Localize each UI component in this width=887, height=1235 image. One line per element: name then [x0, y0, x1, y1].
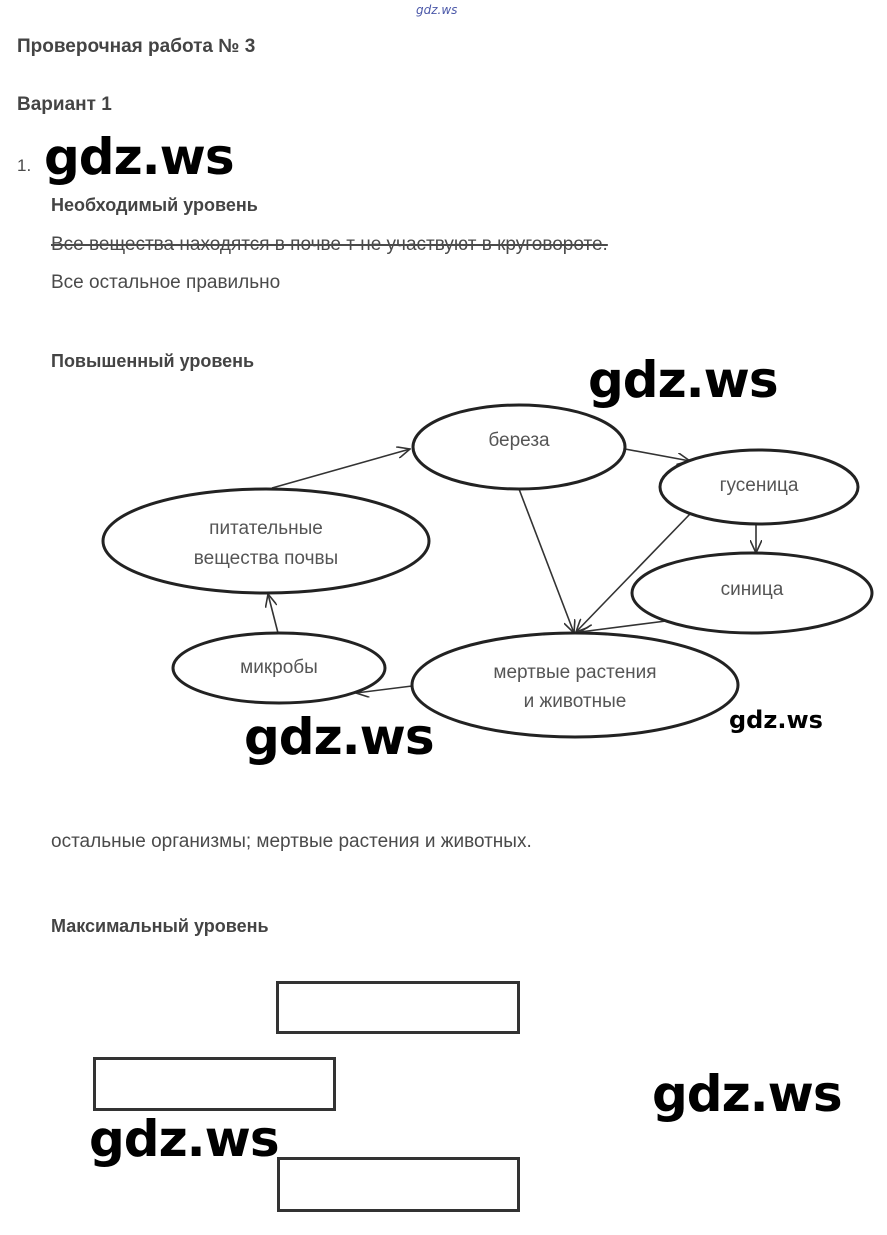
node-dead-organisms [412, 633, 738, 737]
node-soil-nutrients [103, 489, 429, 593]
watermark: gdz.ws [89, 1110, 279, 1168]
node-dead-organisms-label-1: мертвые растения [493, 662, 657, 683]
task-number: 1. [17, 156, 32, 175]
empty-answer-box-2 [93, 1057, 336, 1111]
node-caterpillar-label: гусеница [719, 475, 799, 496]
arrow-birch-to-caterpillar [625, 449, 690, 461]
watermark: gdz.ws [588, 351, 778, 409]
watermark: gdz.ws [652, 1065, 842, 1123]
node-dead-organisms-label-2: и животные [523, 691, 627, 712]
arrow-birch-to-dead [519, 489, 574, 633]
maximum-level-title: Максимальный уровень [51, 916, 269, 936]
required-level-title: Необходимый уровень [51, 195, 258, 215]
arrow-microbes-to-nutrients [268, 594, 278, 633]
required-note: Все остальное правильно [51, 272, 281, 293]
node-birch-label: береза [488, 430, 550, 451]
page-title: Проверочная работа № 3 [17, 36, 256, 57]
node-soil-nutrients-label-2: вещества почвы [193, 548, 339, 569]
arrow-tit-to-dead [580, 621, 666, 632]
node-tit-label: синица [720, 579, 784, 600]
node-soil-nutrients-label-1: питательные [209, 518, 323, 539]
struck-statement: Все вещества находятся в почве т не участвуют в круговороте. [51, 234, 608, 255]
empty-answer-box-1 [276, 981, 520, 1034]
watermark: gdz.ws [729, 706, 823, 734]
empty-answer-box-3 [277, 1157, 520, 1212]
watermark: gdz.ws [244, 708, 434, 766]
arrow-nutrients-to-birch [272, 449, 410, 488]
advanced-level-title: Повышенный уровень [51, 351, 255, 371]
variant-title: Вариант 1 [17, 94, 112, 115]
watermark: gdz.ws [44, 128, 234, 186]
site-mark: gdz.ws [416, 3, 458, 17]
advanced-answer: остальные организмы; мертвые растения и животных. [51, 831, 532, 852]
node-microbes-label: микробы [240, 657, 318, 678]
